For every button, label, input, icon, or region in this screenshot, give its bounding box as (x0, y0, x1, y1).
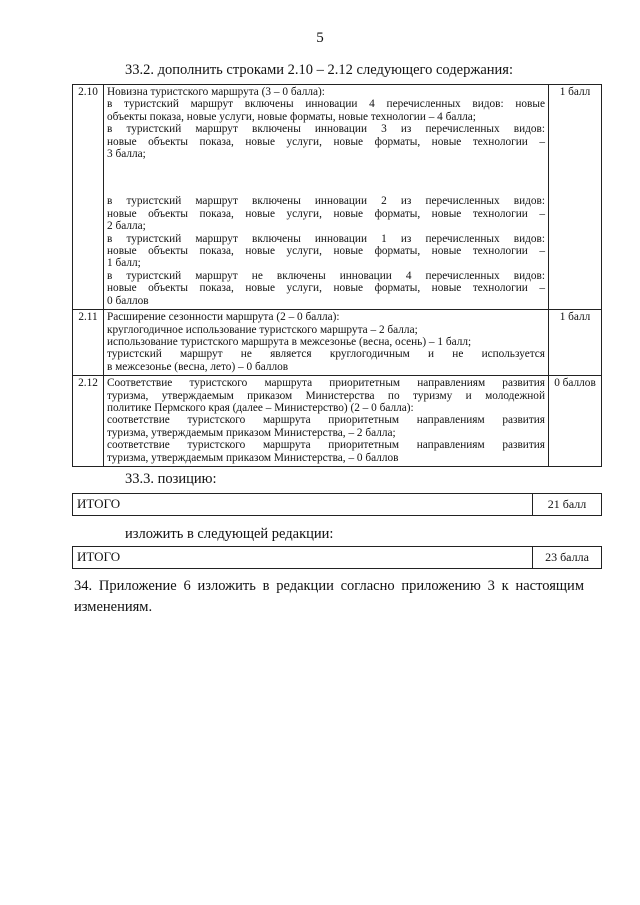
description-line: политике Пермского края (далее – Министерство) (2 – 0 балла): (107, 401, 414, 414)
table-row (73, 494, 602, 516)
description-line: использование туристского маршрута в межсезонье (весна, осень) – 1 балл; (107, 335, 472, 348)
paragraph-34: 34. Приложение 6 изложить в редакции согласно приложению 3 к настоящим изменениям. (74, 578, 584, 615)
description-line: туризма, утверждаемым приказом Министерства по туризму и молодежной (107, 389, 545, 402)
total-value: 21 балл (533, 494, 602, 516)
description-line: Новизна туристского маршрута (3 – 0 балла): (107, 86, 325, 98)
description-line: в туристский маршрут включены инновации 4 перечисленных видов: новые (107, 98, 545, 111)
description-line: соответствие туристского маршрута приоритетным направлениям развития (107, 439, 545, 452)
description-line: объекты показа, новые услуги, новые форматы, новые технологии – 4 балла; (107, 110, 476, 123)
description-line: новые объекты показа, новые услуги, новые форматы, новые технологии – (107, 135, 545, 148)
total-new-table (72, 546, 602, 569)
row-score: 1 балл (549, 85, 602, 310)
description-line: в туристский маршрут не включены инновации 4 перечисленных видов: (107, 269, 545, 282)
description-line: 3 балла; (107, 148, 146, 161)
row-score: 1 балл (549, 310, 602, 376)
amendment-intro: 33.2. дополнить строками 2.10 – 2.12 следующего содержания: (125, 62, 513, 78)
description-line: 2 балла; (107, 220, 146, 233)
row-number: 2.12 (73, 376, 104, 467)
total-old-table (72, 493, 602, 516)
position-label: 33.3. позицию: (125, 471, 217, 487)
description-line: Расширение сезонности маршрута (2 – 0 балла): (107, 311, 340, 324)
row-number: 2.11 (73, 310, 104, 376)
blank-gap (107, 160, 545, 195)
description-line: в туристский маршрут включены инновации 2 из перечисленных видов: (107, 195, 545, 208)
table-row (73, 85, 602, 310)
row-score: 0 баллов (549, 376, 602, 467)
description-line: туризма, утверждаемым приказом Министерства, – 2 балла; (107, 426, 396, 439)
description-line: в туристский маршрут включены инновации 3 из перечисленных видов: (107, 123, 545, 136)
description-line: туристский маршрут не является круглогодичным и не используется (107, 348, 545, 361)
total-value: 23 балла (533, 547, 602, 569)
description-line: соответствие туристского маршрута приоритетным направлениям развития (107, 414, 545, 427)
description-line: круглогодичное использование туристского маршрута – 2 балла; (107, 323, 418, 336)
description-line: в межсезонье (весна, лето) – 0 баллов (107, 360, 289, 373)
total-label: ИТОГО (73, 494, 533, 516)
table-row (73, 310, 602, 376)
description-line: туризма, утверждаемым приказом Министерства, – 0 баллов (107, 451, 399, 464)
row-description (104, 310, 549, 376)
description-line: новые объекты показа, новые услуги, новые форматы, новые технологии – (107, 207, 545, 220)
description-line: новые объекты показа, новые услуги, новые форматы, новые технологии – (107, 245, 545, 258)
description-line: 1 балл; (107, 257, 141, 270)
row-number: 2.10 (73, 85, 104, 310)
criteria-table (72, 84, 602, 467)
description-line: в туристский маршрут включены инновации 1 из перечисленных видов: (107, 232, 545, 245)
total-label: ИТОГО (73, 547, 533, 569)
table-row (73, 376, 602, 467)
row-description (104, 85, 549, 310)
description-line: 0 баллов (107, 294, 149, 307)
page-number: 5 (316, 30, 324, 46)
description-line: новые объекты показа, новые услуги, новые форматы, новые технологии – (107, 282, 545, 295)
table-row (73, 547, 602, 569)
description-line: Соответствие туристского маршрута приоритетным направлениям развития (107, 377, 545, 390)
row-description (104, 376, 549, 467)
redaction-label: изложить в следующей редакции: (125, 526, 334, 542)
